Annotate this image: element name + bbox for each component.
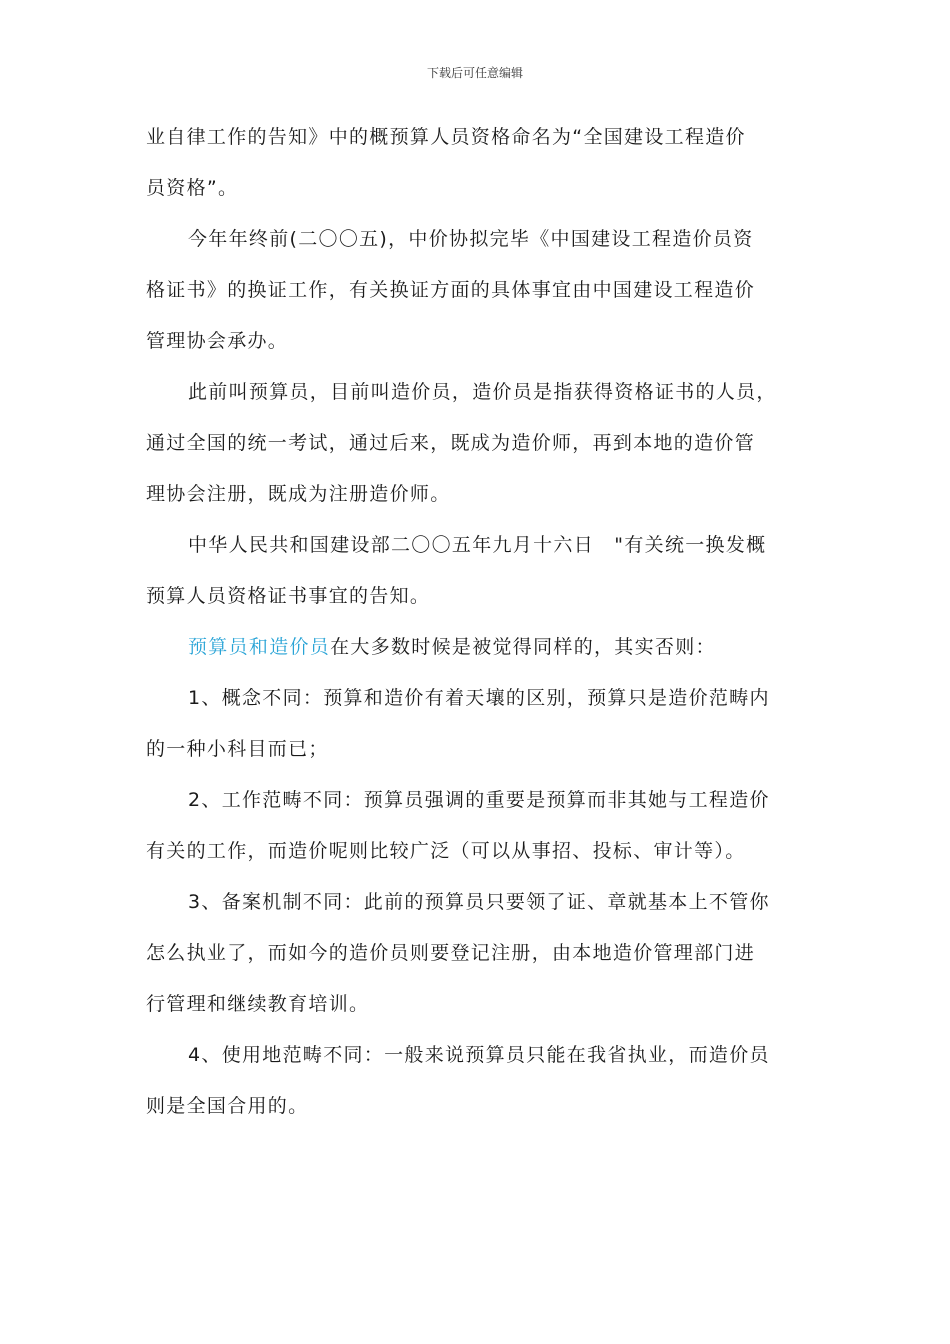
text-line: 中华人民共和国建设部二〇〇五年九月十六日 "有关统一换发概 [188,534,767,556]
text-line: 业自律工作的告知》中的概预算人员资格命名为“全国建设工程造价 [146,126,746,148]
text-line: 则是全国合用的。 [146,1095,309,1117]
text-line: 理协会注册，既成为注册造价师。 [146,483,451,505]
text-line: 行管理和继续教育培训。 [146,993,370,1015]
text-line: 2、工作范畴不同：预算员强调的重要是预算而非其她与工程造价 [188,789,770,811]
text-line: 员资格”。 [146,177,239,199]
text-line: 怎么执业了，而如今的造价员则要登记注册，由本地造价管理部门进 [146,942,756,964]
text-line [146,622,808,673]
text-line: 管理协会承办。 [146,330,289,352]
text-fragment: 在大多数时候是被觉得同样的，其实否则： [330,636,716,658]
text-line: 预算人员资格证书事宜的告知。 [146,585,431,607]
text-line: 1、概念不同：预算和造价有着天壤的区别，预算只是造价范畴内 [188,687,770,709]
text-line: 此前叫预算员，目前叫造价员，造价员是指获得资格证书的人员， [188,381,777,403]
text-line: 今年年终前(二〇〇五)，中价协拟完毕《中国建设工程造价员资 [188,228,754,250]
text-line: 有关的工作，而造价呢则比较广泛（可以从事招、投标、审计等）。 [146,840,746,862]
document-body [146,112,808,1132]
text-line: 的一种小科目而已； [146,738,329,760]
text-line: 通过全国的统一考试，通过后来，既成为造价师，再到本地的造价管 [146,432,756,454]
text-line: 3、备案机制不同：此前的预算员只要领了证、章就基本上不管你 [188,891,770,913]
hyperlink-budget-vs-cost[interactable]: 预算员和造价员 [188,636,331,658]
text-line: 4、使用地范畴不同：一般来说预算员只能在我省执业，而造价员 [188,1044,770,1066]
text-line: 格证书》的换证工作，有关换证方面的具体事宜由中国建设工程造价 [146,279,756,301]
page-header: 下载后可任意编辑 [426,66,523,80]
